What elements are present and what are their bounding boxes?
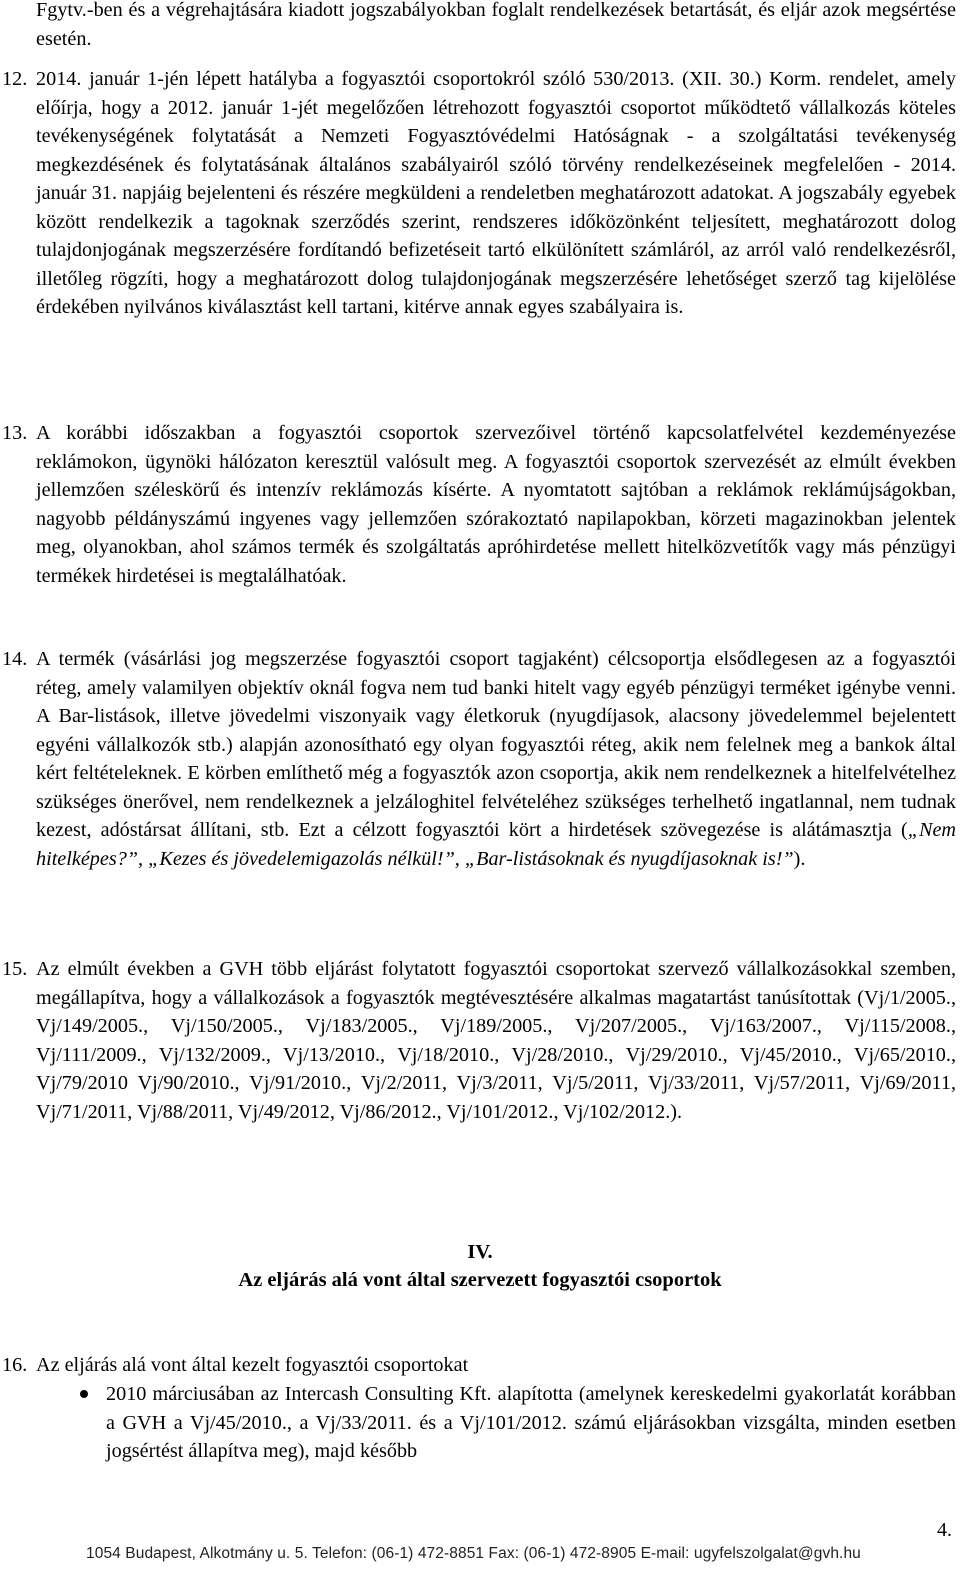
paragraph-number: 14. bbox=[2, 648, 28, 670]
bullet-list-item bbox=[36, 1380, 956, 1466]
paragraph-number: 13. bbox=[2, 422, 28, 444]
section-title: Az eljárás alá vont által szervezett fogyasztói csoportok bbox=[238, 1269, 722, 1291]
section-number: IV. bbox=[467, 1241, 493, 1263]
paragraph-number: 16. bbox=[2, 1354, 28, 1376]
bullet-icon bbox=[80, 1390, 88, 1398]
intro-paragraph: Fgytv.-ben és a végrehajtására kiadott jogszabályokban foglalt rendelkezések betartását, és eljár azok megsértése esetén. bbox=[36, 0, 956, 50]
paragraph-16 bbox=[2, 1351, 956, 1380]
page-footer: 1054 Budapest, Alkotmány u. 5. Telefon: (06-1) 472-8851 Fax: (06-1) 472-8905 E-mail: ugyfelszolgalat@gvh.hu bbox=[86, 1545, 861, 1562]
paragraph-text-plain: A termék (vásárlási jog megszerzése fogyasztói csoport tagjaként) célcsoportja elsődlegesen az a fogyasztói réteg, amely valamilyen objektív oknál fogva nem tud banki hitelt vagy egyéb pénzügyi terméket igénybe venni. A Bar-listások, illetve jövedelmi viszonyaik vagy életkoruk (nyugdíjasok, alacsony jövedelemmel bejelentett egyéni vállalkozók stb.) alapján azonosítható egy olyan fogyasztói réteg, akik nem felelnek meg a bankok által kért feltételeknek. E körben említhető még a fogyasztók azon csoportja, akik nem rendelkeznek a hitelfelvételhez szükséges önerővel, nem rendelkeznek a jelzáloghitel felvételéhez szükséges terhelhető ingatlannal, nem tudnak kezest, adóstársat állítani, stb. Ezt a célzott fogyasztói kört a hirdetések szövegezése is alátámasztja ( bbox=[36, 648, 956, 841]
bullet-text: 2010 márciusában az Intercash Consulting Kft. alapította (amelynek kereskedelmi gyakorlatát korábban a GVH a Vj/45/2010., a Vj/33/2011. és a Vj/101/2012. számú eljárásokban vizsgálta, minden esetben jogsértést állapítva meg), majd később bbox=[106, 1383, 956, 1462]
quoted-slogans: „Nem hitelképes?”, „Kezes és jövedelemigazolás nélkül!”, „Bar-listásoknak és nyugdíjasoknak is!” bbox=[36, 819, 956, 870]
paragraph-15 bbox=[2, 955, 956, 1126]
paragraph-text-end: ). bbox=[793, 847, 806, 870]
paragraph-number: 12. bbox=[2, 68, 28, 90]
paragraph-text: 2014. január 1-jén lépett hatályba a fogyasztói csoportokról szóló 530/2013. (XII. 30.) Korm. rendelet, amely előírja, hogy a 2012. január 1-jét megelőzően létrehozott fogyasztói csoportot működtető vállalkozás köteles tevékenységének folytatását a Nemzeti Fogyasztóvédelmi Hatóságnak - a szolgáltatási tevékenység megkezdésének és folytatásának általános szabályairól szóló törvény rendelkezéseinek megfelelően - 2014. január 31. napjáig bejelenteni és részére megküldeni a rendeletben meghatározott adatokat. A jogszabály egyebek között rendelkezik a tagoknak szerződés szerint, rendszeres időközönként teljesített, meghatározott dolog tulajdonjogának megszerzésére fordítandó befizetéseit tartó elkülönített számláról, az arról való rendelkezésről, illetőleg rögzíti, hogy a meghatározott dolog tulajdonjogának megszerzésére lehetőséget szerző tag kijelölése érdekében nyilvános kiválasztást kell tartani, kitérve annak egyes szabályaira is. bbox=[36, 68, 956, 318]
paragraph-14 bbox=[2, 645, 956, 873]
paragraph-12 bbox=[2, 65, 956, 322]
paragraph-text: Az elmúlt években a GVH több eljárást folytatott fogyasztói csoportokat szervező vállalkozásokkal szemben, megállapítva, hogy a vállalkozások a fogyasztók megtévesztésére alkalmas magatartást tanúsítottak (Vj/1/2005., Vj/149/2005., Vj/150/2005., Vj/183/2005., Vj/189/2005., Vj/207/2005., Vj/163/2007., Vj/115/2008., Vj/111/2009., Vj/132/2009., Vj/13/2010., Vj/18/2010., Vj/28/2010., Vj/29/2010., Vj/45/2010., Vj/65/2010., Vj/79/2010 Vj/90/2010., Vj/91/2010., Vj/2/2011, Vj/3/2011, Vj/5/2011, Vj/33/2011, Vj/57/2011, Vj/69/2011, Vj/71/2011, Vj/88/2011, Vj/49/2012, Vj/86/2012., Vj/101/2012., Vj/102/2012.). bbox=[36, 958, 956, 1123]
page-number: 4. bbox=[937, 1519, 952, 1541]
paragraph-text: A korábbi időszakban a fogyasztói csoportok szervezőivel történő kapcsolatfelvétel kezdeményezése reklámokon, ügynöki hálózaton keresztül valósult meg. A fogyasztói csoportok szervezését az elmúlt években jellemzően széleskörű és intenzív reklámozás kísérte. A nyomtatott sajtóban a reklámok reklámújságokban, nagyobb példányszámú ingyenes vagy jellemzően szórakoztató napilapokban, körzeti magazinokban jelentek meg, olyanokban, ahol számos termék és szolgáltatás apróhirdetése mellett hitelközvetítők vagy más pénzügyi termékek hirdetései is megtalálhatóak. bbox=[36, 422, 956, 587]
paragraph-text: Az eljárás alá vont által kezelt fogyasztói csoportokat bbox=[36, 1354, 469, 1376]
paragraph-number: 15. bbox=[2, 958, 28, 980]
paragraph-text bbox=[36, 645, 956, 873]
paragraph-13 bbox=[2, 419, 956, 590]
